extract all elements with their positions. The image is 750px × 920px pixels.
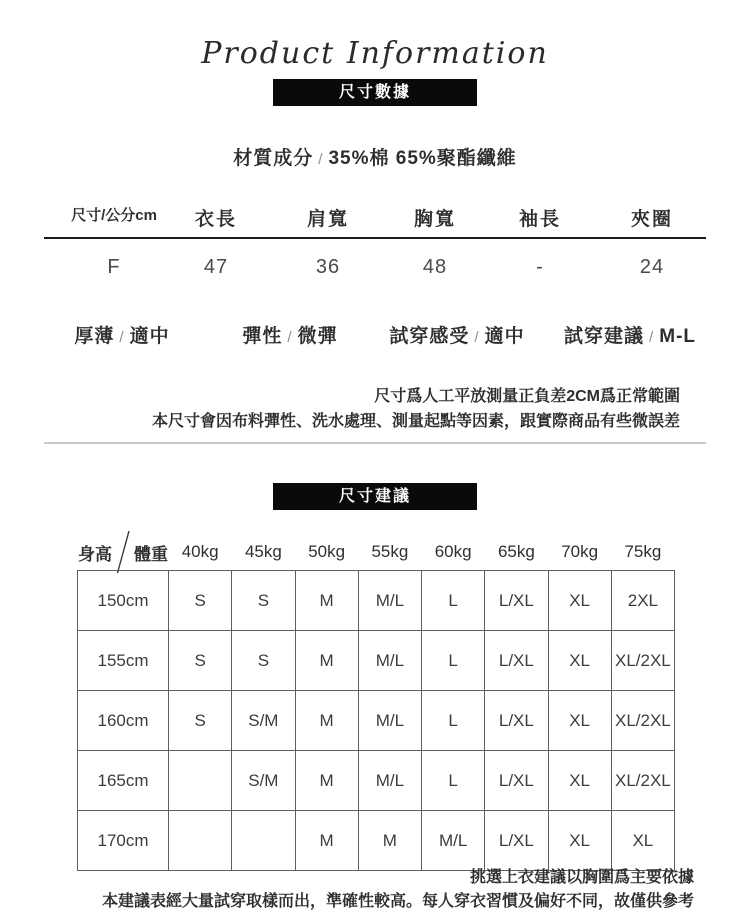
suggestion-notes	[102, 866, 694, 914]
measure-header-row	[0, 204, 750, 230]
section-divider	[44, 442, 706, 444]
size-cell: M/L	[358, 631, 421, 691]
measure-header-shoulder: 肩寬	[306, 209, 350, 230]
table-row	[78, 691, 675, 751]
page-title: Product Information	[201, 36, 549, 71]
slash-icon	[115, 530, 131, 574]
suggestion-note-line1: 挑選上衣建議以胸圍爲主要依據	[469, 869, 694, 886]
measure-value-shoulder: 36	[315, 256, 341, 278]
header-divider	[44, 237, 706, 239]
size-cell: M	[295, 571, 358, 631]
material-composition	[0, 143, 750, 170]
size-cell: L/XL	[485, 571, 548, 631]
size-cell: XL	[548, 811, 611, 871]
size-cell: M/L	[358, 751, 421, 811]
measure-value-size: F	[107, 256, 121, 278]
size-cell: XL	[548, 631, 611, 691]
measure-header-unit: 尺寸/公分cm	[71, 207, 157, 224]
size-cell: L/XL	[485, 751, 548, 811]
property-label: 試穿建議	[563, 326, 645, 347]
size-cell: L	[422, 631, 485, 691]
weight-header: 65kg	[497, 542, 535, 561]
size-suggestion-badge: 尺寸建議	[273, 483, 477, 510]
measure-header-armhole: 夾圈	[630, 209, 674, 230]
weight-header: 75kg	[624, 542, 662, 561]
measurement-note-line2: 本尺寸會因布料彈性、洗水處理、測量起點等因素，跟實際商品有些微誤差	[151, 413, 680, 430]
corner-height-label: 身高	[78, 544, 112, 564]
measure-value-chest: 48	[422, 256, 448, 278]
property-thickness	[74, 321, 169, 348]
size-cell: XL	[548, 691, 611, 751]
size-cell: M	[295, 811, 358, 871]
size-cell: XL/2XL	[611, 751, 674, 811]
height-cell: 160cm	[78, 691, 169, 751]
table-row	[78, 631, 675, 691]
weight-header: 50kg	[308, 542, 346, 561]
size-cell: M	[358, 811, 421, 871]
size-cell: M	[295, 631, 358, 691]
measurement-notes	[152, 384, 680, 434]
size-cell: L	[422, 691, 485, 751]
property-label: 厚薄	[74, 326, 115, 347]
measure-value-length: 47	[203, 256, 229, 278]
slash-separator: /	[318, 151, 324, 168]
height-cell: 150cm	[78, 571, 169, 631]
size-cell: XL	[548, 751, 611, 811]
size-cell: S	[232, 631, 295, 691]
size-data-badge: 尺寸數據	[273, 79, 477, 106]
measure-value-row	[0, 256, 750, 282]
size-cell: S/M	[232, 691, 295, 751]
size-cell: M	[295, 751, 358, 811]
size-cell: L	[422, 571, 485, 631]
size-cell: L	[422, 751, 485, 811]
weight-header: 60kg	[434, 542, 472, 561]
table-row	[78, 571, 675, 631]
slash-separator: /	[649, 329, 655, 346]
measure-header-chest: 胸寬	[413, 209, 457, 230]
property-value: 適中	[129, 326, 170, 347]
height-cell: 170cm	[78, 811, 169, 871]
size-cell: S	[232, 571, 295, 631]
suggestion-note-line2: 本建議表經大量試穿取樣而出，準確性較高。每人穿衣習慣及偏好不同，故僅供參考	[101, 893, 694, 910]
measure-value-sleeve: -	[536, 256, 544, 278]
slash-separator: /	[474, 329, 480, 346]
size-cell	[169, 811, 232, 871]
property-fit-suggestion	[564, 321, 696, 348]
size-cell: S	[169, 571, 232, 631]
size-cell	[169, 751, 232, 811]
slash-separator: /	[119, 329, 125, 346]
weight-header: 55kg	[371, 542, 409, 561]
size-cell: L/XL	[485, 631, 548, 691]
size-cell: S/M	[232, 751, 295, 811]
property-fit-feel	[389, 321, 524, 348]
size-cell: L/XL	[485, 691, 548, 751]
size-cell	[232, 811, 295, 871]
size-cell: M/L	[358, 571, 421, 631]
size-cell: XL/2XL	[611, 691, 674, 751]
property-elasticity	[242, 321, 337, 348]
size-cell: M	[295, 691, 358, 751]
property-value: M-L	[659, 326, 697, 347]
fabric-properties-row	[0, 321, 750, 347]
size-cell: M/L	[422, 811, 485, 871]
measure-value-armhole: 24	[639, 256, 665, 278]
property-value: 微彈	[297, 326, 338, 347]
size-cell: XL	[611, 811, 674, 871]
size-suggestion-table	[77, 534, 675, 871]
property-label: 彈性	[242, 326, 283, 347]
size-cell: S	[169, 691, 232, 751]
height-cell: 165cm	[78, 751, 169, 811]
weight-header: 45kg	[244, 542, 282, 561]
size-cell: M/L	[358, 691, 421, 751]
property-label: 試穿感受	[389, 326, 470, 347]
material-value: 35%棉 65%聚酯纖維	[328, 148, 517, 169]
table-row	[78, 811, 675, 871]
size-cell: XL/2XL	[611, 631, 674, 691]
height-weight-corner-cell	[78, 534, 169, 571]
size-cell: 2XL	[611, 571, 674, 631]
corner-weight-label: 體重	[134, 544, 168, 564]
slash-separator: /	[287, 329, 293, 346]
weight-header: 40kg	[181, 542, 219, 561]
property-value: 適中	[484, 326, 525, 347]
size-cell: S	[169, 631, 232, 691]
size-cell: XL	[548, 571, 611, 631]
weight-header: 70kg	[561, 542, 599, 561]
measure-header-length: 衣長	[194, 209, 238, 230]
size-cell: L/XL	[485, 811, 548, 871]
height-cell: 155cm	[78, 631, 169, 691]
weight-header-row	[78, 534, 675, 571]
table-row	[78, 751, 675, 811]
material-label: 材質成分	[233, 148, 314, 169]
measure-header-sleeve: 袖長	[518, 209, 562, 230]
measurement-note-line1: 尺寸爲人工平放測量正負差2CM爲正常範圍	[374, 388, 680, 405]
